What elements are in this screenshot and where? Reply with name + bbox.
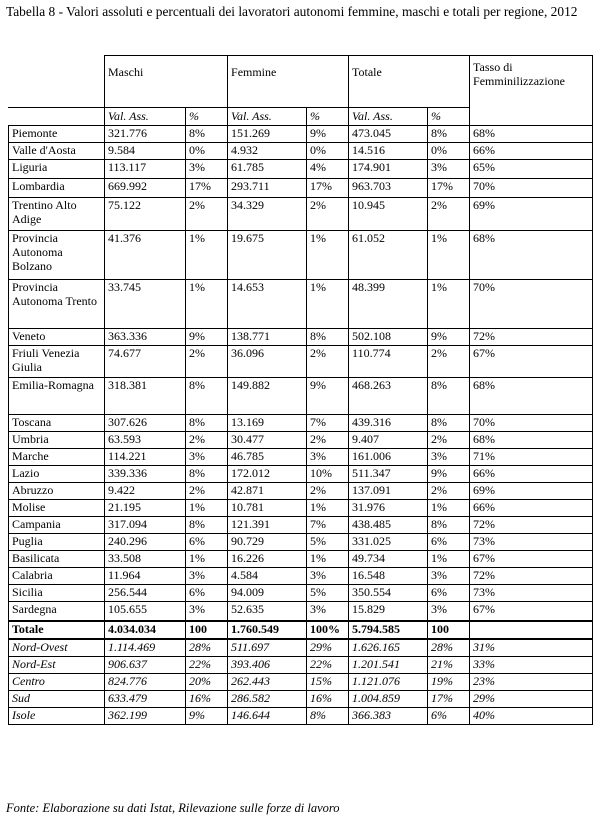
cell-m-val: 339.336: [105, 466, 186, 483]
cell-t-val: 48.399: [349, 280, 428, 329]
cell-f-val: 30.477: [228, 432, 307, 449]
cell-f-val: 13.169: [228, 415, 307, 432]
cell-name: Centro: [9, 674, 105, 691]
cell-f-pct: 1%: [307, 280, 349, 329]
cell-f-val: 151.269: [228, 126, 307, 143]
cell-t-pct: 8%: [428, 517, 470, 534]
cell-t-val: 1.121.076: [349, 674, 428, 691]
area-row: [9, 657, 593, 674]
cell-f-val: 4.932: [228, 143, 307, 160]
cell-t-pct: 19%: [428, 674, 470, 691]
table-row: [9, 551, 593, 568]
cell-f-pct: 8%: [307, 329, 349, 346]
cell-tasso: 23%: [470, 674, 593, 691]
cell-t-pct: 17%: [428, 179, 470, 198]
cell-t-val: 9.407: [349, 432, 428, 449]
cell-t-pct: 1%: [428, 500, 470, 517]
table-row: [9, 126, 593, 143]
table-row: [9, 449, 593, 466]
cell-m-pct: 1%: [186, 551, 228, 568]
cell-m-pct: 9%: [186, 708, 228, 725]
cell-m-val: 11.964: [105, 568, 186, 585]
cell-m-pct: 0%: [186, 143, 228, 160]
cell-t-pct: 2%: [428, 198, 470, 231]
cell-tasso: 68%: [470, 378, 593, 415]
cell-f-pct: 3%: [307, 568, 349, 585]
cell-name: Marche: [9, 449, 105, 466]
table-row: [9, 329, 593, 346]
cell-m-pct: 8%: [186, 415, 228, 432]
cell-t-pct: 2%: [428, 346, 470, 378]
cell-f-val: 393.406: [228, 657, 307, 674]
table-row: [9, 415, 593, 432]
cell-tasso: 67%: [470, 346, 593, 378]
cell-name: Liguria: [9, 160, 105, 179]
cell-f-pct: 0%: [307, 143, 349, 160]
cell-t-pct: 2%: [428, 483, 470, 500]
header-maschi-val: Val. Ass.: [105, 108, 186, 126]
cell-f-pct: 3%: [307, 449, 349, 466]
cell-t-pct: 100: [428, 621, 470, 639]
cell-t-pct: 3%: [428, 449, 470, 466]
cell-tasso: 70%: [470, 415, 593, 432]
cell-f-pct: 17%: [307, 179, 349, 198]
cell-f-pct: 100%: [307, 621, 349, 639]
cell-m-pct: 9%: [186, 329, 228, 346]
cell-f-pct: 8%: [307, 708, 349, 725]
table-row: [9, 483, 593, 500]
cell-m-val: 1.114.469: [105, 639, 186, 657]
cell-tasso: 66%: [470, 466, 593, 483]
table-caption: Tabella 8 - Valori assoluti e percentuali dei lavoratori autonomi femmine, maschi e totali per regione, 2012: [6, 4, 578, 19]
cell-t-val: 963.703: [349, 179, 428, 198]
cell-m-pct: 16%: [186, 691, 228, 708]
cell-t-pct: 17%: [428, 691, 470, 708]
cell-t-val: 5.794.585: [349, 621, 428, 639]
cell-tasso: 68%: [470, 231, 593, 280]
table-row: [9, 231, 593, 280]
cell-f-val: 172.012: [228, 466, 307, 483]
cell-f-pct: 9%: [307, 378, 349, 415]
cell-f-pct: 9%: [307, 126, 349, 143]
cell-t-pct: 3%: [428, 568, 470, 585]
cell-f-pct: 3%: [307, 602, 349, 622]
cell-name: Toscana: [9, 415, 105, 432]
cell-t-pct: 1%: [428, 280, 470, 329]
cell-m-val: 318.381: [105, 378, 186, 415]
cell-f-pct: 4%: [307, 160, 349, 179]
cell-f-val: 34.329: [228, 198, 307, 231]
header-totale: Totale: [349, 56, 470, 108]
cell-m-pct: 8%: [186, 378, 228, 415]
cell-f-val: 511.697: [228, 639, 307, 657]
cell-name: Nord-Est: [9, 657, 105, 674]
cell-f-val: 293.711: [228, 179, 307, 198]
header-row-groups: [9, 56, 593, 108]
cell-name: Sardegna: [9, 602, 105, 622]
cell-m-pct: 8%: [186, 466, 228, 483]
cell-m-pct: 2%: [186, 198, 228, 231]
cell-tasso: 69%: [470, 483, 593, 500]
cell-tasso: 71%: [470, 449, 593, 466]
cell-t-val: 1.626.165: [349, 639, 428, 657]
cell-f-pct: 2%: [307, 346, 349, 378]
cell-t-val: 31.976: [349, 500, 428, 517]
cell-t-pct: 6%: [428, 585, 470, 602]
cell-f-val: 19.675: [228, 231, 307, 280]
table-row: [9, 346, 593, 378]
cell-t-val: 473.045: [349, 126, 428, 143]
cell-m-pct: 2%: [186, 346, 228, 378]
cell-f-pct: 1%: [307, 500, 349, 517]
cell-m-pct: 8%: [186, 517, 228, 534]
cell-t-pct: 1%: [428, 551, 470, 568]
cell-f-val: 1.760.549: [228, 621, 307, 639]
cell-f-val: 36.096: [228, 346, 307, 378]
cell-name: Puglia: [9, 534, 105, 551]
cell-f-pct: 16%: [307, 691, 349, 708]
cell-t-val: 502.108: [349, 329, 428, 346]
cell-tasso: 73%: [470, 534, 593, 551]
cell-name: Piemonte: [9, 126, 105, 143]
cell-f-val: 149.882: [228, 378, 307, 415]
header-totale-val: Val. Ass.: [349, 108, 428, 126]
cell-tasso: 66%: [470, 500, 593, 517]
cell-m-val: 669.992: [105, 179, 186, 198]
cell-f-val: 61.785: [228, 160, 307, 179]
cell-m-pct: 1%: [186, 500, 228, 517]
cell-name: Provincia Autonoma Trento: [9, 280, 105, 329]
cell-tasso: [470, 621, 593, 639]
cell-t-pct: 2%: [428, 432, 470, 449]
area-row: [9, 674, 593, 691]
cell-f-val: 42.871: [228, 483, 307, 500]
header-corner: [9, 56, 105, 108]
cell-m-pct: 2%: [186, 432, 228, 449]
cell-f-pct: 5%: [307, 585, 349, 602]
workers-table: [8, 55, 593, 725]
cell-f-val: 52.635: [228, 602, 307, 622]
cell-m-val: 240.296: [105, 534, 186, 551]
cell-name: Provincia Autonoma Bolzano: [9, 231, 105, 280]
cell-f-pct: 5%: [307, 534, 349, 551]
cell-tasso: 66%: [470, 143, 593, 160]
cell-m-pct: 6%: [186, 585, 228, 602]
table-row: [9, 585, 593, 602]
cell-name: Calabria: [9, 568, 105, 585]
cell-m-pct: 3%: [186, 602, 228, 622]
cell-name: Lazio: [9, 466, 105, 483]
cell-f-pct: 10%: [307, 466, 349, 483]
cell-m-val: 74.677: [105, 346, 186, 378]
cell-name: Molise: [9, 500, 105, 517]
cell-m-val: 114.221: [105, 449, 186, 466]
cell-m-val: 307.626: [105, 415, 186, 432]
cell-name: Veneto: [9, 329, 105, 346]
cell-m-pct: 8%: [186, 126, 228, 143]
cell-m-pct: 20%: [186, 674, 228, 691]
cell-tasso: 31%: [470, 639, 593, 657]
cell-m-val: 41.376: [105, 231, 186, 280]
cell-f-val: 46.785: [228, 449, 307, 466]
cell-m-val: 321.776: [105, 126, 186, 143]
cell-f-val: 146.644: [228, 708, 307, 725]
header-maschi: Maschi: [105, 56, 228, 108]
cell-m-val: 362.199: [105, 708, 186, 725]
header-tasso: Tasso di Femminilizzazione: [470, 56, 593, 126]
cell-f-val: 286.582: [228, 691, 307, 708]
cell-m-pct: 28%: [186, 639, 228, 657]
header-femmine-val: Val. Ass.: [228, 108, 307, 126]
cell-f-val: 16.226: [228, 551, 307, 568]
cell-m-val: 317.094: [105, 517, 186, 534]
cell-tasso: 67%: [470, 551, 593, 568]
cell-tasso: 68%: [470, 126, 593, 143]
cell-f-val: 14.653: [228, 280, 307, 329]
cell-tasso: 29%: [470, 691, 593, 708]
cell-name: Totale: [9, 621, 105, 639]
table-row: [9, 179, 593, 198]
table-row: [9, 466, 593, 483]
table-row: [9, 500, 593, 517]
table-row: [9, 378, 593, 415]
cell-t-val: 331.025: [349, 534, 428, 551]
cell-t-pct: 6%: [428, 708, 470, 725]
cell-f-val: 94.009: [228, 585, 307, 602]
cell-name: Lombardia: [9, 179, 105, 198]
cell-f-val: 121.391: [228, 517, 307, 534]
cell-m-pct: 22%: [186, 657, 228, 674]
cell-f-pct: 29%: [307, 639, 349, 657]
cell-tasso: 69%: [470, 198, 593, 231]
cell-m-pct: 1%: [186, 280, 228, 329]
cell-f-pct: 15%: [307, 674, 349, 691]
cell-m-val: 4.034.034: [105, 621, 186, 639]
cell-m-pct: 3%: [186, 449, 228, 466]
cell-tasso: 68%: [470, 432, 593, 449]
cell-tasso: 72%: [470, 517, 593, 534]
cell-f-pct: 1%: [307, 231, 349, 280]
cell-t-val: 14.516: [349, 143, 428, 160]
cell-t-val: 468.263: [349, 378, 428, 415]
cell-tasso: 72%: [470, 329, 593, 346]
cell-f-val: 10.781: [228, 500, 307, 517]
cell-name: Friuli Venezia Giulia: [9, 346, 105, 378]
cell-m-pct: 3%: [186, 160, 228, 179]
header-maschi-pct: %: [186, 108, 228, 126]
cell-m-val: 63.593: [105, 432, 186, 449]
cell-t-val: 366.383: [349, 708, 428, 725]
table-row: [9, 160, 593, 179]
cell-tasso: 70%: [470, 179, 593, 198]
cell-t-pct: 8%: [428, 126, 470, 143]
table-row: [9, 432, 593, 449]
cell-m-val: 906.637: [105, 657, 186, 674]
cell-name: Nord-Ovest: [9, 639, 105, 657]
cell-t-val: 438.485: [349, 517, 428, 534]
cell-f-val: 138.771: [228, 329, 307, 346]
cell-m-val: 105.655: [105, 602, 186, 622]
cell-t-val: 350.554: [349, 585, 428, 602]
cell-m-pct: 6%: [186, 534, 228, 551]
cell-t-pct: 6%: [428, 534, 470, 551]
cell-t-val: 49.734: [349, 551, 428, 568]
cell-f-pct: 2%: [307, 483, 349, 500]
cell-t-pct: 8%: [428, 415, 470, 432]
table-row: [9, 517, 593, 534]
cell-tasso: 40%: [470, 708, 593, 725]
cell-name: Valle d'Aosta: [9, 143, 105, 160]
cell-f-val: 90.729: [228, 534, 307, 551]
table-row: [9, 143, 593, 160]
cell-t-pct: 3%: [428, 602, 470, 622]
cell-t-val: 161.006: [349, 449, 428, 466]
cell-f-pct: 7%: [307, 415, 349, 432]
cell-name: Basilicata: [9, 551, 105, 568]
cell-m-val: 824.776: [105, 674, 186, 691]
cell-m-val: 633.479: [105, 691, 186, 708]
cell-m-val: 256.544: [105, 585, 186, 602]
cell-f-pct: 2%: [307, 198, 349, 231]
cell-t-pct: 21%: [428, 657, 470, 674]
cell-t-pct: 3%: [428, 160, 470, 179]
cell-m-pct: 2%: [186, 483, 228, 500]
cell-m-pct: 3%: [186, 568, 228, 585]
cell-t-val: 15.829: [349, 602, 428, 622]
area-row: [9, 708, 593, 725]
cell-f-val: 4.584: [228, 568, 307, 585]
cell-name: Umbria: [9, 432, 105, 449]
cell-t-val: 1.004.859: [349, 691, 428, 708]
cell-f-pct: 2%: [307, 432, 349, 449]
area-row: [9, 691, 593, 708]
cell-m-val: 9.584: [105, 143, 186, 160]
cell-name: Trentino Alto Adige: [9, 198, 105, 231]
cell-t-pct: 0%: [428, 143, 470, 160]
cell-m-pct: 100: [186, 621, 228, 639]
header-femmine: Femmine: [228, 56, 349, 108]
cell-name: Emilia-Romagna: [9, 378, 105, 415]
cell-name: Sicilia: [9, 585, 105, 602]
cell-f-pct: 1%: [307, 551, 349, 568]
cell-tasso: 67%: [470, 602, 593, 622]
cell-t-val: 10.945: [349, 198, 428, 231]
header-totale-pct: %: [428, 108, 470, 126]
cell-t-val: 174.901: [349, 160, 428, 179]
table-row: [9, 280, 593, 329]
cell-name: Isole: [9, 708, 105, 725]
table-row: [9, 534, 593, 551]
table-row: [9, 198, 593, 231]
cell-t-val: 1.201.541: [349, 657, 428, 674]
cell-t-pct: 9%: [428, 329, 470, 346]
table-row: [9, 568, 593, 585]
cell-m-val: 75.122: [105, 198, 186, 231]
cell-t-val: 110.774: [349, 346, 428, 378]
cell-m-val: 363.336: [105, 329, 186, 346]
header-corner-sub: [9, 108, 105, 126]
cell-tasso: 72%: [470, 568, 593, 585]
cell-name: Sud: [9, 691, 105, 708]
cell-m-pct: 17%: [186, 179, 228, 198]
cell-t-pct: 9%: [428, 466, 470, 483]
cell-tasso: 65%: [470, 160, 593, 179]
cell-t-val: 439.316: [349, 415, 428, 432]
table-row: [9, 602, 593, 622]
cell-m-val: 33.508: [105, 551, 186, 568]
cell-f-pct: 22%: [307, 657, 349, 674]
cell-t-val: 511.347: [349, 466, 428, 483]
cell-t-pct: 8%: [428, 378, 470, 415]
header-femmine-pct: %: [307, 108, 349, 126]
cell-tasso: 33%: [470, 657, 593, 674]
cell-tasso: 70%: [470, 280, 593, 329]
cell-f-val: 262.443: [228, 674, 307, 691]
cell-tasso: 73%: [470, 585, 593, 602]
area-row: [9, 639, 593, 657]
cell-name: Abruzzo: [9, 483, 105, 500]
cell-t-val: 61.052: [349, 231, 428, 280]
cell-name: Campania: [9, 517, 105, 534]
cell-t-val: 137.091: [349, 483, 428, 500]
cell-m-val: 9.422: [105, 483, 186, 500]
cell-m-val: 33.745: [105, 280, 186, 329]
cell-m-val: 21.195: [105, 500, 186, 517]
cell-t-pct: 1%: [428, 231, 470, 280]
cell-m-val: 113.117: [105, 160, 186, 179]
cell-m-pct: 1%: [186, 231, 228, 280]
cell-f-pct: 7%: [307, 517, 349, 534]
total-row: [9, 621, 593, 639]
cell-t-pct: 28%: [428, 639, 470, 657]
cell-t-val: 16.548: [349, 568, 428, 585]
table-body: [9, 126, 593, 725]
source-note: Fonte: Elaborazione su dati Istat, Rilevazione sulle forze di lavoro: [6, 801, 340, 815]
